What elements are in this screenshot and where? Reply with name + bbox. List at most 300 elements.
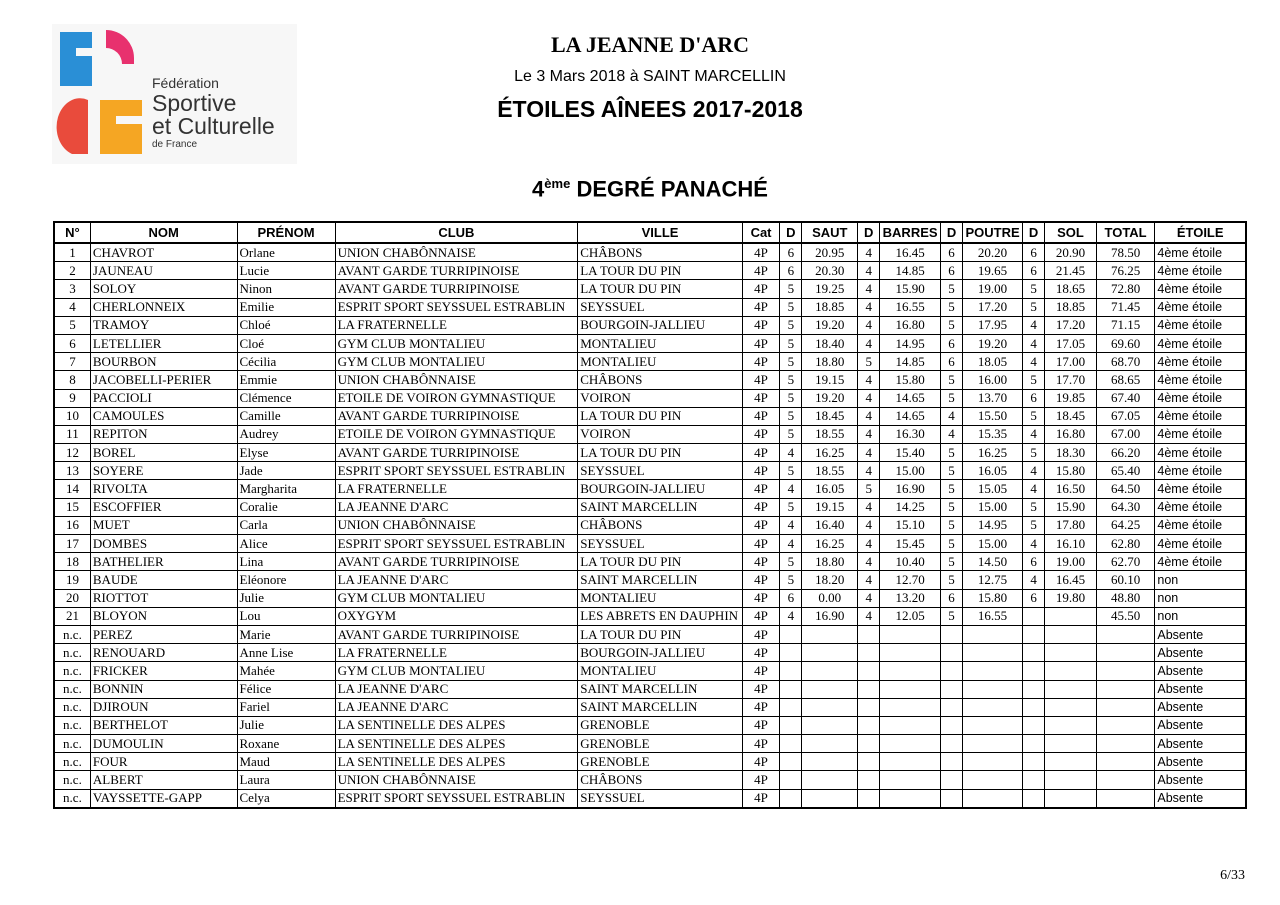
col-barres-cell: 13.20 (880, 589, 941, 607)
col-d-poutre-cell: 4 (940, 407, 962, 425)
col-saut-cell: 16.05 (802, 480, 858, 498)
col-d-poutre-cell: 5 (940, 462, 962, 480)
col-d-barres-cell: 4 (858, 334, 880, 352)
col-poutre-cell: 15.50 (963, 407, 1023, 425)
col-club-cell: GYM CLUB MONTALIEU (335, 334, 578, 352)
col-d-sol-cell: 4 (1022, 334, 1044, 352)
col-barres-cell (880, 662, 941, 680)
col-total-cell: 71.15 (1096, 316, 1155, 334)
col-ville-cell: SEYSSUEL (578, 462, 743, 480)
col-ville-cell: MONTALIEU (578, 589, 743, 607)
col-d-barres-cell: 4 (858, 243, 880, 262)
col-d-poutre-cell (940, 698, 962, 716)
col-ville-cell: LA TOUR DU PIN (578, 262, 743, 280)
col-d-barres-cell: 4 (858, 553, 880, 571)
col-total-cell: 64.30 (1096, 498, 1155, 516)
col-sol-cell (1045, 771, 1097, 789)
col-saut-cell: 18.55 (802, 462, 858, 480)
col-d-poutre-cell (940, 680, 962, 698)
col-d-barres-cell: 4 (858, 571, 880, 589)
col-saut-cell: 18.55 (802, 425, 858, 443)
table-row (54, 498, 1246, 516)
col-ville-cell: VOIRON (578, 389, 743, 407)
col-d-poutre-cell: 5 (940, 607, 962, 625)
col-d-saut-cell: 5 (780, 280, 802, 298)
col-ville-cell: CHÂBONS (578, 243, 743, 262)
col-d-barres-cell: 4 (858, 262, 880, 280)
col-d-saut-cell: 4 (780, 480, 802, 498)
col-d-barres-cell: 4 (858, 371, 880, 389)
col-d-sol-cell (1022, 716, 1044, 734)
col-number-cell: 11 (54, 425, 90, 443)
col-total-cell (1096, 771, 1155, 789)
col-club-cell: ESPRIT SPORT SEYSSUEL ESTRABLIN (335, 298, 578, 316)
col-nom-cell: SOLOY (90, 280, 237, 298)
col-nom-cell: BOURBON (90, 353, 237, 371)
col-sol-cell: 16.80 (1045, 425, 1097, 443)
col-d-barres-cell: 5 (858, 480, 880, 498)
col-d-sol-cell (1022, 735, 1044, 753)
col-cat-cell: 4P (742, 735, 779, 753)
col-club-cell: LA FRATERNELLE (335, 316, 578, 334)
col-ville-cell: MONTALIEU (578, 662, 743, 680)
col-d-saut-cell: 5 (780, 571, 802, 589)
col-poutre-cell: 16.25 (963, 444, 1023, 462)
col-number-cell: n.c. (54, 789, 90, 808)
col-poutre-cell: 19.00 (963, 280, 1023, 298)
col-total-cell (1096, 644, 1155, 662)
col-club-cell: AVANT GARDE TURRIPINOISE (335, 553, 578, 571)
col-d-sol-cell: 4 (1022, 316, 1044, 334)
col-etoile-cell: Absente (1155, 644, 1246, 662)
col-club-cell: LA SENTINELLE DES ALPES (335, 716, 578, 734)
col-number-cell: 4 (54, 298, 90, 316)
col-saut-cell: 19.25 (802, 280, 858, 298)
col-total-cell: 69.60 (1096, 334, 1155, 352)
col-poutre-cell: 14.50 (963, 553, 1023, 571)
col-nom-cell: FRICKER (90, 662, 237, 680)
col-ville-cell: SAINT MARCELLIN (578, 698, 743, 716)
col-cat-cell: 4P (742, 334, 779, 352)
col-d-saut-cell: 4 (780, 607, 802, 625)
col-poutre-cell: 15.05 (963, 480, 1023, 498)
col-sol-cell: 20.90 (1045, 243, 1097, 262)
col-d-poutre-cell: 6 (940, 262, 962, 280)
col-sol-cell: 18.65 (1045, 280, 1097, 298)
col-d-poutre-cell: 5 (940, 444, 962, 462)
col-d-barres-cell (858, 680, 880, 698)
col-poutre-cell: 15.00 (963, 535, 1023, 553)
col-number-cell: n.c. (54, 735, 90, 753)
col-saut-cell: 19.15 (802, 371, 858, 389)
col-sol-cell (1045, 607, 1097, 625)
table-row (54, 334, 1246, 352)
col-barres-cell (880, 680, 941, 698)
col-d-poutre-cell: 6 (940, 334, 962, 352)
col-total-cell: 48.80 (1096, 589, 1155, 607)
col-d-poutre-cell: 6 (940, 353, 962, 371)
col-d-barres-cell (858, 789, 880, 808)
col-number-cell: 1 (54, 243, 90, 262)
table-row (54, 407, 1246, 425)
col-total-cell: 76.25 (1096, 262, 1155, 280)
col-d-poutre-cell: 5 (940, 371, 962, 389)
col-total-cell: 68.65 (1096, 371, 1155, 389)
table-row (54, 625, 1246, 643)
col-prenom-cell: Celya (237, 789, 335, 808)
col-d-barres-cell (858, 698, 880, 716)
col-ville-cell: CHÂBONS (578, 371, 743, 389)
col-saut-cell (802, 680, 858, 698)
col-total-cell (1096, 680, 1155, 698)
col-prenom-cell: Jade (237, 462, 335, 480)
col-d-poutre-cell (940, 625, 962, 643)
col-cat-cell: 4P (742, 371, 779, 389)
col-prenom-cell: Alice (237, 535, 335, 553)
col-sol-cell: 16.50 (1045, 480, 1097, 498)
table-row (54, 462, 1246, 480)
col-club-cell: LA JEANNE D'ARC (335, 571, 578, 589)
col-d-saut-cell: 5 (780, 462, 802, 480)
col-poutre-cell: 16.05 (963, 462, 1023, 480)
col-nom-cell: BATHELIER (90, 553, 237, 571)
col-number-cell: n.c. (54, 680, 90, 698)
col-d-sol-cell: 5 (1022, 407, 1044, 425)
col-prenom-cell: Carla (237, 516, 335, 534)
col-nom-cell: VAYSSETTE-GAPP (90, 789, 237, 808)
col-d-saut-cell: 4 (780, 535, 802, 553)
col-d-poutre-header: D (940, 222, 962, 243)
col-sol-cell: 15.80 (1045, 462, 1097, 480)
col-total-header: TOTAL (1096, 222, 1155, 243)
col-number-cell: 7 (54, 353, 90, 371)
table-row (54, 389, 1246, 407)
col-number-cell: 18 (54, 553, 90, 571)
col-nom-cell: SOYERE (90, 462, 237, 480)
col-etoile-cell: Absente (1155, 662, 1246, 680)
col-etoile-cell: Absente (1155, 698, 1246, 716)
col-ville-cell: SAINT MARCELLIN (578, 680, 743, 698)
col-prenom-cell: Félice (237, 680, 335, 698)
col-ville-cell: BOURGOIN-JALLIEU (578, 316, 743, 334)
col-prenom-cell: Cécilia (237, 353, 335, 371)
col-barres-cell: 15.80 (880, 371, 941, 389)
col-d-barres-cell: 4 (858, 298, 880, 316)
col-d-sol-cell: 4 (1022, 425, 1044, 443)
col-number-cell: 9 (54, 389, 90, 407)
col-number-cell: 6 (54, 334, 90, 352)
col-prenom-cell: Lou (237, 607, 335, 625)
col-total-cell: 64.50 (1096, 480, 1155, 498)
col-club-cell: GYM CLUB MONTALIEU (335, 589, 578, 607)
col-poutre-cell (963, 698, 1023, 716)
table-row (54, 735, 1246, 753)
col-etoile-cell: 4ème étoile (1155, 535, 1246, 553)
col-saut-cell: 20.95 (802, 243, 858, 262)
col-d-saut-cell: 6 (780, 589, 802, 607)
col-barres-cell: 12.70 (880, 571, 941, 589)
col-d-saut-cell: 5 (780, 389, 802, 407)
col-d-saut-cell: 5 (780, 316, 802, 334)
col-d-barres-cell: 4 (858, 516, 880, 534)
col-club-cell: ESPRIT SPORT SEYSSUEL ESTRABLIN (335, 462, 578, 480)
col-saut-cell: 16.90 (802, 607, 858, 625)
col-barres-cell: 16.45 (880, 243, 941, 262)
table-row (54, 680, 1246, 698)
col-cat-cell: 4P (742, 716, 779, 734)
table-row (54, 371, 1246, 389)
col-sol-cell (1045, 680, 1097, 698)
col-number-cell: 15 (54, 498, 90, 516)
col-club-cell: ESPRIT SPORT SEYSSUEL ESTRABLIN (335, 789, 578, 808)
col-etoile-cell: 4ème étoile (1155, 243, 1246, 262)
col-club-cell: LA FRATERNELLE (335, 480, 578, 498)
col-ville-cell: SEYSSUEL (578, 535, 743, 553)
col-d-sol-cell (1022, 753, 1044, 771)
col-barres-cell: 14.65 (880, 389, 941, 407)
col-saut-cell (802, 771, 858, 789)
col-barres-cell: 16.80 (880, 316, 941, 334)
table-header-row (54, 222, 1246, 243)
col-number-cell: n.c. (54, 644, 90, 662)
table-row (54, 353, 1246, 371)
col-total-cell: 66.20 (1096, 444, 1155, 462)
col-d-sol-cell: 5 (1022, 280, 1044, 298)
col-barres-cell: 14.95 (880, 334, 941, 352)
table-row (54, 298, 1246, 316)
col-number-cell: 14 (54, 480, 90, 498)
col-prenom-cell: Marie (237, 625, 335, 643)
col-club-cell: LA JEANNE D'ARC (335, 698, 578, 716)
col-d-barres-header: D (858, 222, 880, 243)
col-etoile-cell: 4ème étoile (1155, 280, 1246, 298)
col-prenom-cell: Laura (237, 771, 335, 789)
col-club-cell: ETOILE DE VOIRON GYMNASTIQUE (335, 425, 578, 443)
col-club-cell: AVANT GARDE TURRIPINOISE (335, 444, 578, 462)
col-club-header: CLUB (335, 222, 578, 243)
col-prenom-cell: Anne Lise (237, 644, 335, 662)
col-ville-cell: CHÂBONS (578, 771, 743, 789)
col-d-barres-cell: 4 (858, 462, 880, 480)
col-d-poutre-cell (940, 753, 962, 771)
col-cat-cell: 4P (742, 625, 779, 643)
col-barres-cell: 14.85 (880, 353, 941, 371)
col-nom-cell: CAMOULES (90, 407, 237, 425)
col-prenom-cell: Fariel (237, 698, 335, 716)
col-d-saut-cell (780, 753, 802, 771)
col-d-sol-cell (1022, 680, 1044, 698)
col-d-sol-cell (1022, 771, 1044, 789)
col-sol-cell: 19.80 (1045, 589, 1097, 607)
col-cat-cell: 4P (742, 771, 779, 789)
col-d-saut-cell: 5 (780, 353, 802, 371)
col-prenom-cell: Mahée (237, 662, 335, 680)
col-cat-cell: 4P (742, 353, 779, 371)
col-club-cell: AVANT GARDE TURRIPINOISE (335, 625, 578, 643)
col-d-sol-cell: 6 (1022, 589, 1044, 607)
col-prenom-cell: Julie (237, 716, 335, 734)
col-poutre-cell: 17.95 (963, 316, 1023, 334)
degree-suffix: ème (544, 176, 571, 191)
col-nom-cell: FOUR (90, 753, 237, 771)
col-saut-cell: 18.80 (802, 353, 858, 371)
col-d-saut-cell (780, 789, 802, 808)
table-row (54, 480, 1246, 498)
col-prenom-cell: Orlane (237, 243, 335, 262)
col-saut-cell: 18.40 (802, 334, 858, 352)
col-cat-cell: 4P (742, 280, 779, 298)
col-poutre-cell: 15.00 (963, 498, 1023, 516)
col-d-poutre-cell: 4 (940, 425, 962, 443)
col-saut-cell (802, 662, 858, 680)
col-d-poutre-cell (940, 789, 962, 808)
col-saut-cell: 19.20 (802, 316, 858, 334)
col-ville-cell: LA TOUR DU PIN (578, 280, 743, 298)
col-cat-cell: 4P (742, 498, 779, 516)
col-cat-cell: 4P (742, 516, 779, 534)
col-sol-cell: 18.85 (1045, 298, 1097, 316)
col-prenom-cell: Camille (237, 407, 335, 425)
col-cat-cell: 4P (742, 480, 779, 498)
col-d-barres-cell (858, 735, 880, 753)
col-d-poutre-cell: 5 (940, 280, 962, 298)
col-poutre-cell: 17.20 (963, 298, 1023, 316)
degree-heading (0, 176, 1280, 202)
col-nom-cell: DOMBES (90, 535, 237, 553)
col-d-saut-cell: 5 (780, 553, 802, 571)
table-body (54, 243, 1246, 808)
col-d-sol-cell: 6 (1022, 243, 1044, 262)
col-d-saut-cell (780, 771, 802, 789)
col-barres-cell (880, 789, 941, 808)
col-saut-cell: 16.25 (802, 535, 858, 553)
col-d-sol-cell: 6 (1022, 553, 1044, 571)
col-barres-cell: 15.45 (880, 535, 941, 553)
col-sol-cell (1045, 735, 1097, 753)
col-d-poutre-cell: 5 (940, 535, 962, 553)
col-d-barres-cell (858, 625, 880, 643)
col-total-cell: 67.00 (1096, 425, 1155, 443)
table-row (54, 644, 1246, 662)
col-d-barres-cell (858, 644, 880, 662)
col-poutre-cell: 14.95 (963, 516, 1023, 534)
col-total-cell (1096, 716, 1155, 734)
col-etoile-cell: Absente (1155, 625, 1246, 643)
col-club-cell: LA SENTINELLE DES ALPES (335, 735, 578, 753)
col-d-sol-cell: 5 (1022, 298, 1044, 316)
col-poutre-cell (963, 789, 1023, 808)
col-cat-cell: 4P (742, 444, 779, 462)
col-number-cell: 8 (54, 371, 90, 389)
col-etoile-cell: 4ème étoile (1155, 425, 1246, 443)
col-club-cell: UNION CHABÔNNAISE (335, 243, 578, 262)
col-club-cell: AVANT GARDE TURRIPINOISE (335, 407, 578, 425)
col-d-poutre-cell (940, 716, 962, 734)
logo-line-3: et Culturelle (152, 113, 275, 139)
col-nom-cell: ALBERT (90, 771, 237, 789)
col-club-cell: UNION CHABÔNNAISE (335, 771, 578, 789)
col-number-cell: n.c. (54, 716, 90, 734)
col-total-cell: 62.70 (1096, 553, 1155, 571)
col-number-cell: 13 (54, 462, 90, 480)
col-prenom-cell: Emilie (237, 298, 335, 316)
col-nom-cell: DUMOULIN (90, 735, 237, 753)
col-number-cell: 17 (54, 535, 90, 553)
col-poutre-cell: 18.05 (963, 353, 1023, 371)
col-cat-cell: 4P (742, 298, 779, 316)
col-poutre-cell: 13.70 (963, 389, 1023, 407)
col-prenom-cell: Julie (237, 589, 335, 607)
col-poutre-cell (963, 680, 1023, 698)
col-sol-cell (1045, 698, 1097, 716)
col-etoile-cell: 4ème étoile (1155, 498, 1246, 516)
col-poutre-cell: 16.55 (963, 607, 1023, 625)
col-etoile-cell: 4ème étoile (1155, 316, 1246, 334)
col-prenom-cell: Clémence (237, 389, 335, 407)
col-nom-cell: BONNIN (90, 680, 237, 698)
col-total-cell: 62.80 (1096, 535, 1155, 553)
col-d-saut-cell: 5 (780, 298, 802, 316)
col-barres-cell (880, 625, 941, 643)
table-row (54, 789, 1246, 808)
col-prenom-cell: Margharita (237, 480, 335, 498)
col-cat-header: Cat (742, 222, 779, 243)
col-ville-cell: SEYSSUEL (578, 298, 743, 316)
col-ville-cell: SEYSSUEL (578, 789, 743, 808)
col-total-cell: 67.40 (1096, 389, 1155, 407)
table-row (54, 698, 1246, 716)
col-barres-header: BARRES (880, 222, 941, 243)
col-d-barres-cell: 4 (858, 498, 880, 516)
col-sol-cell: 17.80 (1045, 516, 1097, 534)
col-d-sol-cell: 4 (1022, 535, 1044, 553)
col-prenom-header: PRÉNOM (237, 222, 335, 243)
col-barres-cell: 15.90 (880, 280, 941, 298)
col-d-saut-cell (780, 644, 802, 662)
col-d-barres-cell: 4 (858, 535, 880, 553)
table-row (54, 771, 1246, 789)
col-d-sol-cell: 6 (1022, 389, 1044, 407)
col-prenom-cell: Roxane (237, 735, 335, 753)
col-club-cell: LA SENTINELLE DES ALPES (335, 753, 578, 771)
col-barres-cell: 15.00 (880, 462, 941, 480)
col-cat-cell: 4P (742, 262, 779, 280)
col-nom-cell: LETELLIER (90, 334, 237, 352)
col-number-cell: 10 (54, 407, 90, 425)
col-prenom-cell: Cloé (237, 334, 335, 352)
col-saut-cell (802, 753, 858, 771)
col-d-poutre-cell: 5 (940, 389, 962, 407)
col-etoile-cell: 4ème étoile (1155, 553, 1246, 571)
col-club-cell: AVANT GARDE TURRIPINOISE (335, 262, 578, 280)
col-ville-cell: GRENOBLE (578, 753, 743, 771)
col-etoile-cell: 4ème étoile (1155, 480, 1246, 498)
col-etoile-cell: 4ème étoile (1155, 389, 1246, 407)
col-sol-cell (1045, 753, 1097, 771)
col-total-cell: 64.25 (1096, 516, 1155, 534)
col-number-cell: n.c. (54, 625, 90, 643)
col-d-saut-cell: 5 (780, 425, 802, 443)
col-saut-cell: 20.30 (802, 262, 858, 280)
col-barres-cell: 16.90 (880, 480, 941, 498)
col-etoile-cell: 4ème étoile (1155, 407, 1246, 425)
col-poutre-cell: 19.20 (963, 334, 1023, 352)
col-prenom-cell: Elyse (237, 444, 335, 462)
col-etoile-cell: Absente (1155, 789, 1246, 808)
col-barres-cell: 15.10 (880, 516, 941, 534)
col-nom-cell: CHAVROT (90, 243, 237, 262)
col-etoile-cell: Absente (1155, 716, 1246, 734)
